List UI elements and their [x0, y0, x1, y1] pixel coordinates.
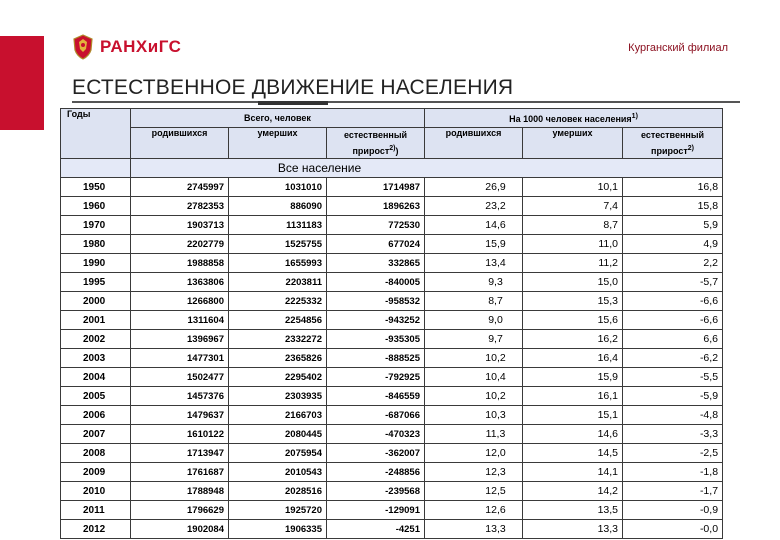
cell-rate-died: 15,9	[523, 368, 623, 387]
cell-rate-died: 11,0	[523, 235, 623, 254]
cell-died: 886090	[229, 197, 327, 216]
cell-rate-natural: 15,8	[623, 197, 723, 216]
cell-rate-born: 12,3	[425, 463, 523, 482]
group-rate-header	[425, 109, 723, 128]
col-born-header: родившихся	[131, 128, 229, 159]
table-row	[61, 520, 723, 539]
cell-rate-died: 13,5	[523, 501, 623, 520]
cell-died: 2010543	[229, 463, 327, 482]
cell-year: 2010	[61, 482, 131, 501]
col-natural-header: естественный прирост$^{2)}$)	[327, 128, 425, 159]
cell-year: 2012	[61, 520, 131, 539]
cell-natural: -792925	[327, 368, 425, 387]
col-natural-label-a: естественный	[343, 130, 408, 140]
cell-born: 1396967	[131, 330, 229, 349]
cell-rate-died: 7,4	[523, 197, 623, 216]
cell-year: 2007	[61, 425, 131, 444]
cell-born: 1988858	[131, 254, 229, 273]
cell-rate-born: 12,5	[425, 482, 523, 501]
page-title: ЕСТЕСТВЕННОЕ ДВИЖЕНИЕ НАСЕЛЕНИЯ	[72, 76, 514, 99]
table-row	[61, 178, 723, 197]
cell-rate-died: 14,2	[523, 482, 623, 501]
cell-born: 1610122	[131, 425, 229, 444]
table-row	[61, 216, 723, 235]
cell-rate-born: 10,4	[425, 368, 523, 387]
cell-born: 1311604	[131, 311, 229, 330]
col-rate-died-header: умерших	[523, 128, 623, 159]
table-row	[61, 387, 723, 406]
cell-year: 2011	[61, 501, 131, 520]
cell-rate-died: 8,7	[523, 216, 623, 235]
cell-year: 1995	[61, 273, 131, 292]
cell-natural: -840005	[327, 273, 425, 292]
cell-natural: -888525	[327, 349, 425, 368]
cell-rate-natural: -5,5	[623, 368, 723, 387]
cell-rate-born: 13,4	[425, 254, 523, 273]
cell-born: 1902084	[131, 520, 229, 539]
table-row	[61, 463, 723, 482]
cell-rate-natural: 6,6	[623, 330, 723, 349]
table-row	[61, 311, 723, 330]
cell-natural: -687066	[327, 406, 425, 425]
cell-rate-born: 10,3	[425, 406, 523, 425]
table-row	[61, 482, 723, 501]
section-row	[61, 159, 723, 178]
cell-rate-natural: 5,9	[623, 216, 723, 235]
cell-died: 2365826	[229, 349, 327, 368]
section-spacer	[61, 159, 131, 178]
cell-year: 1970	[61, 216, 131, 235]
cell-rate-born: 12,0	[425, 444, 523, 463]
cell-year: 2002	[61, 330, 131, 349]
table-header-row-1	[61, 109, 723, 128]
population-table	[60, 108, 723, 539]
cell-rate-died: 16,2	[523, 330, 623, 349]
cell-natural: -935305	[327, 330, 425, 349]
section-label	[131, 159, 723, 178]
cell-died: 2225332	[229, 292, 327, 311]
cell-rate-born: 9,7	[425, 330, 523, 349]
cell-rate-born: 12,6	[425, 501, 523, 520]
cell-rate-natural: -6,2	[623, 349, 723, 368]
col-rate-natural-label-b: прирост	[651, 146, 688, 156]
table-row	[61, 197, 723, 216]
table-row	[61, 368, 723, 387]
cell-natural: -248856	[327, 463, 425, 482]
cell-born: 1761687	[131, 463, 229, 482]
cell-year: 2009	[61, 463, 131, 482]
cell-year: 1990	[61, 254, 131, 273]
cell-year: 2008	[61, 444, 131, 463]
cell-rate-natural: -5,7	[623, 273, 723, 292]
title-underline	[72, 101, 740, 103]
cell-died: 2080445	[229, 425, 327, 444]
cell-rate-natural: -2,5	[623, 444, 723, 463]
cell-natural: 1896263	[327, 197, 425, 216]
cell-year: 1980	[61, 235, 131, 254]
cell-died: 2254856	[229, 311, 327, 330]
cell-rate-born: 10,2	[425, 387, 523, 406]
table-row	[61, 254, 723, 273]
cell-rate-died: 14,1	[523, 463, 623, 482]
cell-born: 1796629	[131, 501, 229, 520]
group-rate-note: 1)	[631, 112, 638, 120]
cell-born: 1502477	[131, 368, 229, 387]
cell-rate-died: 14,6	[523, 425, 623, 444]
cell-rate-natural: -6,6	[623, 292, 723, 311]
table-header-row-2	[61, 128, 723, 159]
cell-rate-natural: -4,8	[623, 406, 723, 425]
cell-year: 2005	[61, 387, 131, 406]
col-died-header: умерших	[229, 128, 327, 159]
col-rate-natural-header	[623, 128, 723, 159]
cell-died: 2203811	[229, 273, 327, 292]
cell-died: 2332272	[229, 330, 327, 349]
cell-rate-died: 15,6	[523, 311, 623, 330]
cell-died: 2075954	[229, 444, 327, 463]
cell-rate-born: 9,0	[425, 311, 523, 330]
table-row	[61, 292, 723, 311]
table-row	[61, 444, 723, 463]
cell-rate-natural: 4,9	[623, 235, 723, 254]
table-row	[61, 273, 723, 292]
cell-rate-natural: -1,7	[623, 482, 723, 501]
table-row	[61, 235, 723, 254]
cell-year: 1950	[61, 178, 131, 197]
table-body	[61, 178, 723, 539]
cell-rate-natural: -6,6	[623, 311, 723, 330]
cell-died: 1131183	[229, 216, 327, 235]
cell-rate-natural: 16,8	[623, 178, 723, 197]
cell-natural: 1714987	[327, 178, 425, 197]
col-year-header: Годы	[61, 109, 131, 159]
cell-natural: -943252	[327, 311, 425, 330]
col-rate-natural-label-a: естественный	[640, 130, 705, 140]
table-row	[61, 406, 723, 425]
cell-year: 1960	[61, 197, 131, 216]
cell-natural: 332865	[327, 254, 425, 273]
cell-born: 2202779	[131, 235, 229, 254]
cell-died: 1655993	[229, 254, 327, 273]
cell-died: 2028516	[229, 482, 327, 501]
cell-born: 1266800	[131, 292, 229, 311]
col-rate-born-header: родившихся	[425, 128, 523, 159]
cell-died: 1525755	[229, 235, 327, 254]
cell-born: 1788948	[131, 482, 229, 501]
cell-born: 2745997	[131, 178, 229, 197]
cell-born: 1363806	[131, 273, 229, 292]
cell-rate-died: 16,1	[523, 387, 623, 406]
cell-natural: 677024	[327, 235, 425, 254]
cell-rate-natural: -0,0	[623, 520, 723, 539]
cell-natural: 772530	[327, 216, 425, 235]
cell-born: 1477301	[131, 349, 229, 368]
cell-rate-born: 10,2	[425, 349, 523, 368]
cell-year: 2006	[61, 406, 131, 425]
cell-rate-born: 13,3	[425, 520, 523, 539]
cell-natural: -470323	[327, 425, 425, 444]
ranepa-logo	[72, 34, 181, 60]
cell-rate-born: 11,3	[425, 425, 523, 444]
cell-natural: -239568	[327, 482, 425, 501]
cell-natural: -4251	[327, 520, 425, 539]
cell-rate-born: 8,7	[425, 292, 523, 311]
cell-died: 2166703	[229, 406, 327, 425]
table-row	[61, 501, 723, 520]
cell-year: 2003	[61, 349, 131, 368]
cell-rate-born: 26,9	[425, 178, 523, 197]
cell-rate-died: 15,3	[523, 292, 623, 311]
cell-year: 2001	[61, 311, 131, 330]
cell-natural: -958532	[327, 292, 425, 311]
cell-died: 1906335	[229, 520, 327, 539]
cell-rate-natural: -5,9	[623, 387, 723, 406]
logo-text: РАНХиГС	[100, 37, 182, 56]
table-row	[61, 330, 723, 349]
group-rate-label: На 1000 человек населения	[509, 113, 632, 124]
cell-natural: -362007	[327, 444, 425, 463]
cell-rate-born: 14,6	[425, 216, 523, 235]
cell-rate-natural: -3,3	[623, 425, 723, 444]
cell-died: 2303935	[229, 387, 327, 406]
cell-rate-died: 16,4	[523, 349, 623, 368]
cell-rate-born: 23,2	[425, 197, 523, 216]
cell-rate-natural: 2,2	[623, 254, 723, 273]
cell-born: 1479637	[131, 406, 229, 425]
cell-born: 2782353	[131, 197, 229, 216]
cell-rate-died: 15,1	[523, 406, 623, 425]
section-label-text: Все население	[277, 161, 362, 175]
cell-rate-died: 13,3	[523, 520, 623, 539]
table-row	[61, 425, 723, 444]
cell-rate-died: 14,5	[523, 444, 623, 463]
cell-rate-born: 9,3	[425, 273, 523, 292]
cell-born: 1457376	[131, 387, 229, 406]
emblem-icon	[72, 34, 94, 60]
cell-rate-born: 15,9	[425, 235, 523, 254]
cell-died: 1925720	[229, 501, 327, 520]
cell-natural: -846559	[327, 387, 425, 406]
cell-died: 2295402	[229, 368, 327, 387]
col-rate-natural-note: 2)	[687, 145, 695, 152]
cell-year: 2004	[61, 368, 131, 387]
table-row	[61, 349, 723, 368]
cell-rate-natural: -1,8	[623, 463, 723, 482]
cell-born: 1713947	[131, 444, 229, 463]
cell-natural: -129091	[327, 501, 425, 520]
col-natural-note: 2)	[389, 145, 396, 152]
col-natural-label-b: прирост	[352, 146, 390, 156]
title-underline-accent	[258, 101, 328, 105]
cell-born: 1903713	[131, 216, 229, 235]
cell-year: 2000	[61, 292, 131, 311]
cell-died: 1031010	[229, 178, 327, 197]
cell-rate-natural: -0,9	[623, 501, 723, 520]
red-accent-bar	[0, 36, 44, 130]
branch-name: Курганский филиал	[628, 42, 728, 54]
cell-rate-died: 10,1	[523, 178, 623, 197]
cell-rate-died: 15,0	[523, 273, 623, 292]
cell-rate-died: 11,2	[523, 254, 623, 273]
group-total-header: Всего, человек	[131, 109, 425, 128]
